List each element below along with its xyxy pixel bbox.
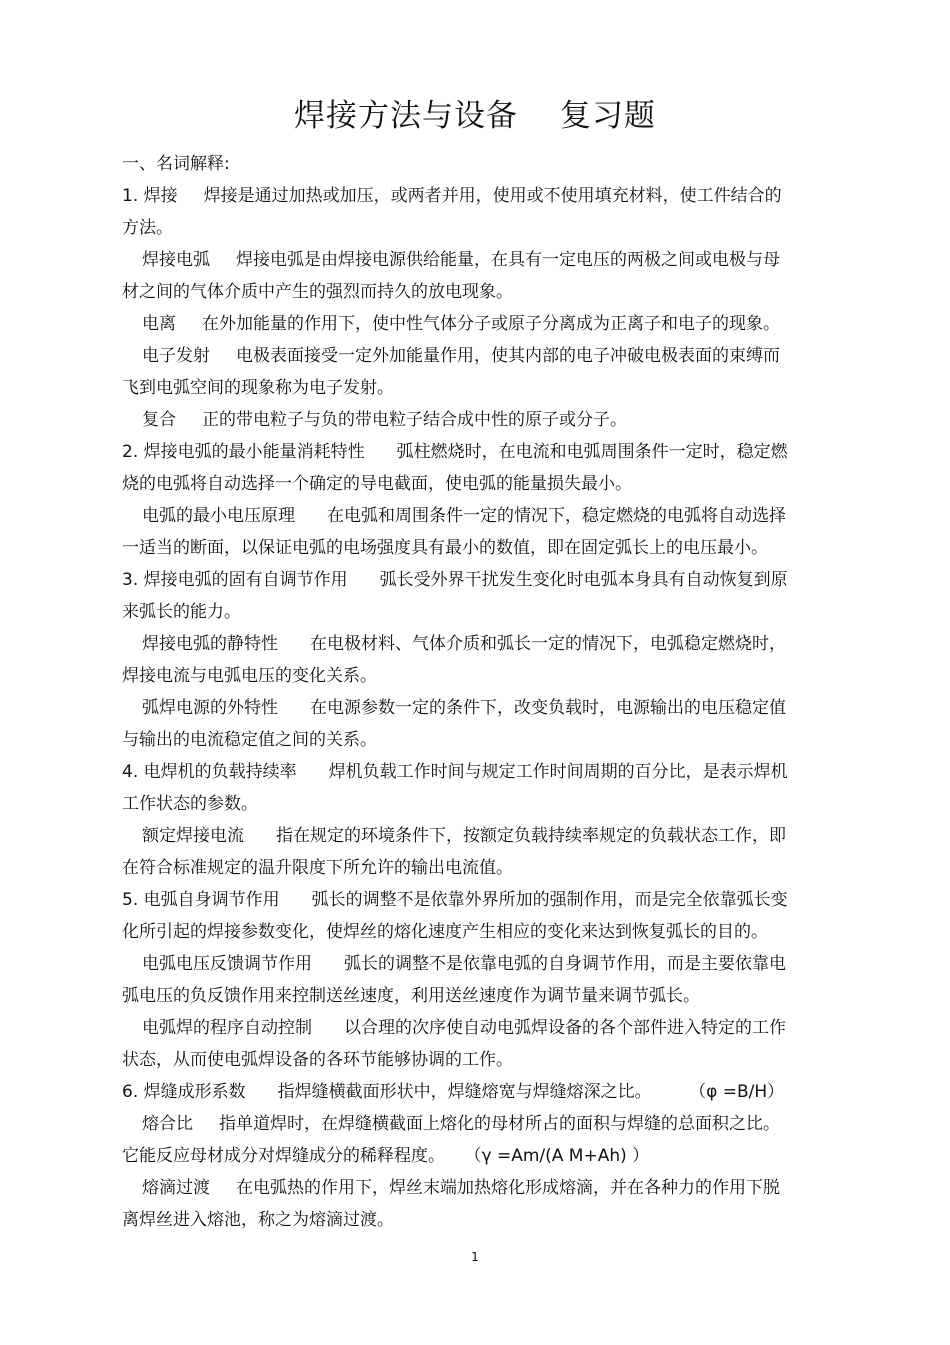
definition-text: 指在规定的环境条件下，按额定负载持续率规定的负载状态工作，即 xyxy=(276,826,786,846)
definition-line xyxy=(122,628,830,660)
definition-line: 飞到电弧空间的现象称为电子发射。 xyxy=(122,378,394,398)
definition-line: 方法。 xyxy=(122,218,173,238)
definition-line xyxy=(122,564,830,596)
definition-line xyxy=(122,308,830,340)
definition-line xyxy=(122,692,830,724)
definition-line xyxy=(122,884,830,916)
definition-text: 弧柱燃烧时，在电流和电弧周围条件一定时，稳定燃 xyxy=(396,442,788,462)
definition-line: 化所引起的焊接参数变化，使焊丝的熔化速度产生相应的变化来达到恢复弧长的目的。 xyxy=(122,922,768,942)
definition-line: 与输出的电流稳定值之间的关系。 xyxy=(122,730,377,750)
definition-line xyxy=(122,180,830,212)
definition-line: 材之间的气体介质中产生的强烈而持久的放电现象。 xyxy=(122,282,513,302)
definition-text: 弧长受外界干扰发生变化时电弧本身具有自动恢复到原 xyxy=(379,570,788,590)
term: 电弧焊的程序自动控制 xyxy=(142,1018,312,1038)
formula: （γ =Am/(A M+Ah) ） xyxy=(473,1146,650,1166)
definition-text: 电极表面接受一定外加能量作用，使其内部的电子冲破电极表面的束缚而 xyxy=(236,346,780,366)
definition-text: 正的带电粒子与负的带电粒子结合成中性的原子或分子。 xyxy=(202,410,627,430)
page-number: 1 xyxy=(471,1250,479,1264)
term: 1. 焊接 xyxy=(122,186,178,206)
term: 3. 焊接电弧的固有自调节作用 xyxy=(122,570,348,590)
term: 焊接电弧的静特性 xyxy=(142,634,278,654)
definition-text: 在电弧热的作用下，焊丝末端加热熔化形成熔滴，并在各种力的作用下脱 xyxy=(236,1178,780,1198)
term: 弧焊电源的外特性 xyxy=(142,698,278,718)
section-heading: 一、名词解释: xyxy=(122,154,230,174)
title-sub: 复习题 xyxy=(560,98,656,134)
term: 熔合比 xyxy=(142,1114,193,1134)
definition-text: 在电源参数一定的条件下，改变负载时，电源输出的电压稳定值 xyxy=(310,698,786,718)
definition-text: 它能反应母材成分对焊缝成分的稀释程度。 xyxy=(122,1146,445,1166)
definition-line: 一适当的断面，以保证电弧的电场强度具有最小的数值，即在固定弧长上的电压最小。 xyxy=(122,538,768,558)
definition-line: 在符合标准规定的温升限度下所允许的输出电流值。 xyxy=(122,858,513,878)
definition-line xyxy=(122,1012,830,1044)
term: 电弧的最小电压原理 xyxy=(142,506,295,526)
definition-line xyxy=(122,756,830,788)
term: 复合 xyxy=(142,410,176,430)
term: 2. 焊接电弧的最小能量消耗特性 xyxy=(122,442,365,462)
term: 4. 电焊机的负载持续率 xyxy=(122,762,297,782)
definition-line: 焊接电流与电弧电压的变化关系。 xyxy=(122,666,377,686)
definition-text: 在电极材料、气体介质和弧长一定的情况下，电弧稳定燃烧时， xyxy=(310,634,786,654)
definition-line xyxy=(122,500,830,532)
definition-text: 弧长的调整不是依靠外界所加的强制作用，而是完全依靠弧长变 xyxy=(311,890,788,910)
definition-text: 弧长的调整不是依靠电弧的自身调节作用，而是主要依靠电 xyxy=(344,954,786,974)
title-main: 焊接方法与设备 xyxy=(294,98,518,134)
definition-line xyxy=(122,1140,830,1172)
definition-line xyxy=(122,404,830,436)
page-title xyxy=(0,96,950,136)
definition-text: 在电弧和周围条件一定的情况下，稳定燃烧的电弧将自动选择 xyxy=(327,506,786,526)
definition-line xyxy=(122,948,830,980)
formula: （φ =B/H） xyxy=(697,1082,785,1102)
definition-text: 焊机负载工作时间与规定工作时间周期的百分比，是表示焊机 xyxy=(328,762,788,782)
definition-line xyxy=(122,1108,830,1140)
definition-line: 离焊丝进入熔池，称之为熔滴过渡。 xyxy=(122,1210,394,1230)
term: 电离 xyxy=(142,314,176,334)
term: 电弧电压反馈调节作用 xyxy=(142,954,312,974)
term: 6. 焊缝成形系数 xyxy=(122,1082,246,1102)
term: 熔滴过渡 xyxy=(142,1178,210,1198)
term: 5. 电弧自身调节作用 xyxy=(122,890,280,910)
term: 额定焊接电流 xyxy=(142,826,244,846)
definition-line: 工作状态的参数。 xyxy=(122,794,258,814)
definition-text: 焊接电弧是由焊接电源供给能量，在具有一定电压的两极之间或电极与母 xyxy=(236,250,780,270)
definition-line xyxy=(122,244,830,276)
definition-line xyxy=(122,1172,830,1204)
definition-line: 烧的电弧将自动选择一个确定的导电截面，使电弧的能量损失最小。 xyxy=(122,474,632,494)
definition-line: 弧电压的负反馈作用来控制送丝速度，利用送丝速度作为调节量来调节弧长。 xyxy=(122,986,700,1006)
definition-line xyxy=(122,1076,830,1108)
document-body xyxy=(122,148,830,1236)
definition-text: 指单道焊时，在焊缝横截面上熔化的母材所占的面积与焊缝的总面积之比。 xyxy=(219,1114,780,1134)
definition-line: 状态，从而使电弧焊设备的各环节能够协调的工作。 xyxy=(122,1050,513,1070)
definition-text: 焊接是通过加热或加压，或两者并用，使用或不使用填充材料，使工件结合的 xyxy=(203,186,782,206)
definition-text: 指焊缝横截面形状中，焊缝熔宽与焊缝熔深之比。 xyxy=(277,1082,652,1102)
definition-line xyxy=(122,340,830,372)
definition-text: 以合理的次序使自动电弧焊设备的各个部件进入特定的工作 xyxy=(344,1018,786,1038)
term: 电子发射 xyxy=(142,346,210,366)
definition-line xyxy=(122,436,830,468)
term: 焊接电弧 xyxy=(142,250,210,270)
definition-line xyxy=(122,820,830,852)
definition-text: 在外加能量的作用下，使中性气体分子或原子分离成为正离子和电子的现象。 xyxy=(202,314,780,334)
definition-line: 来弧长的能力。 xyxy=(122,602,241,622)
